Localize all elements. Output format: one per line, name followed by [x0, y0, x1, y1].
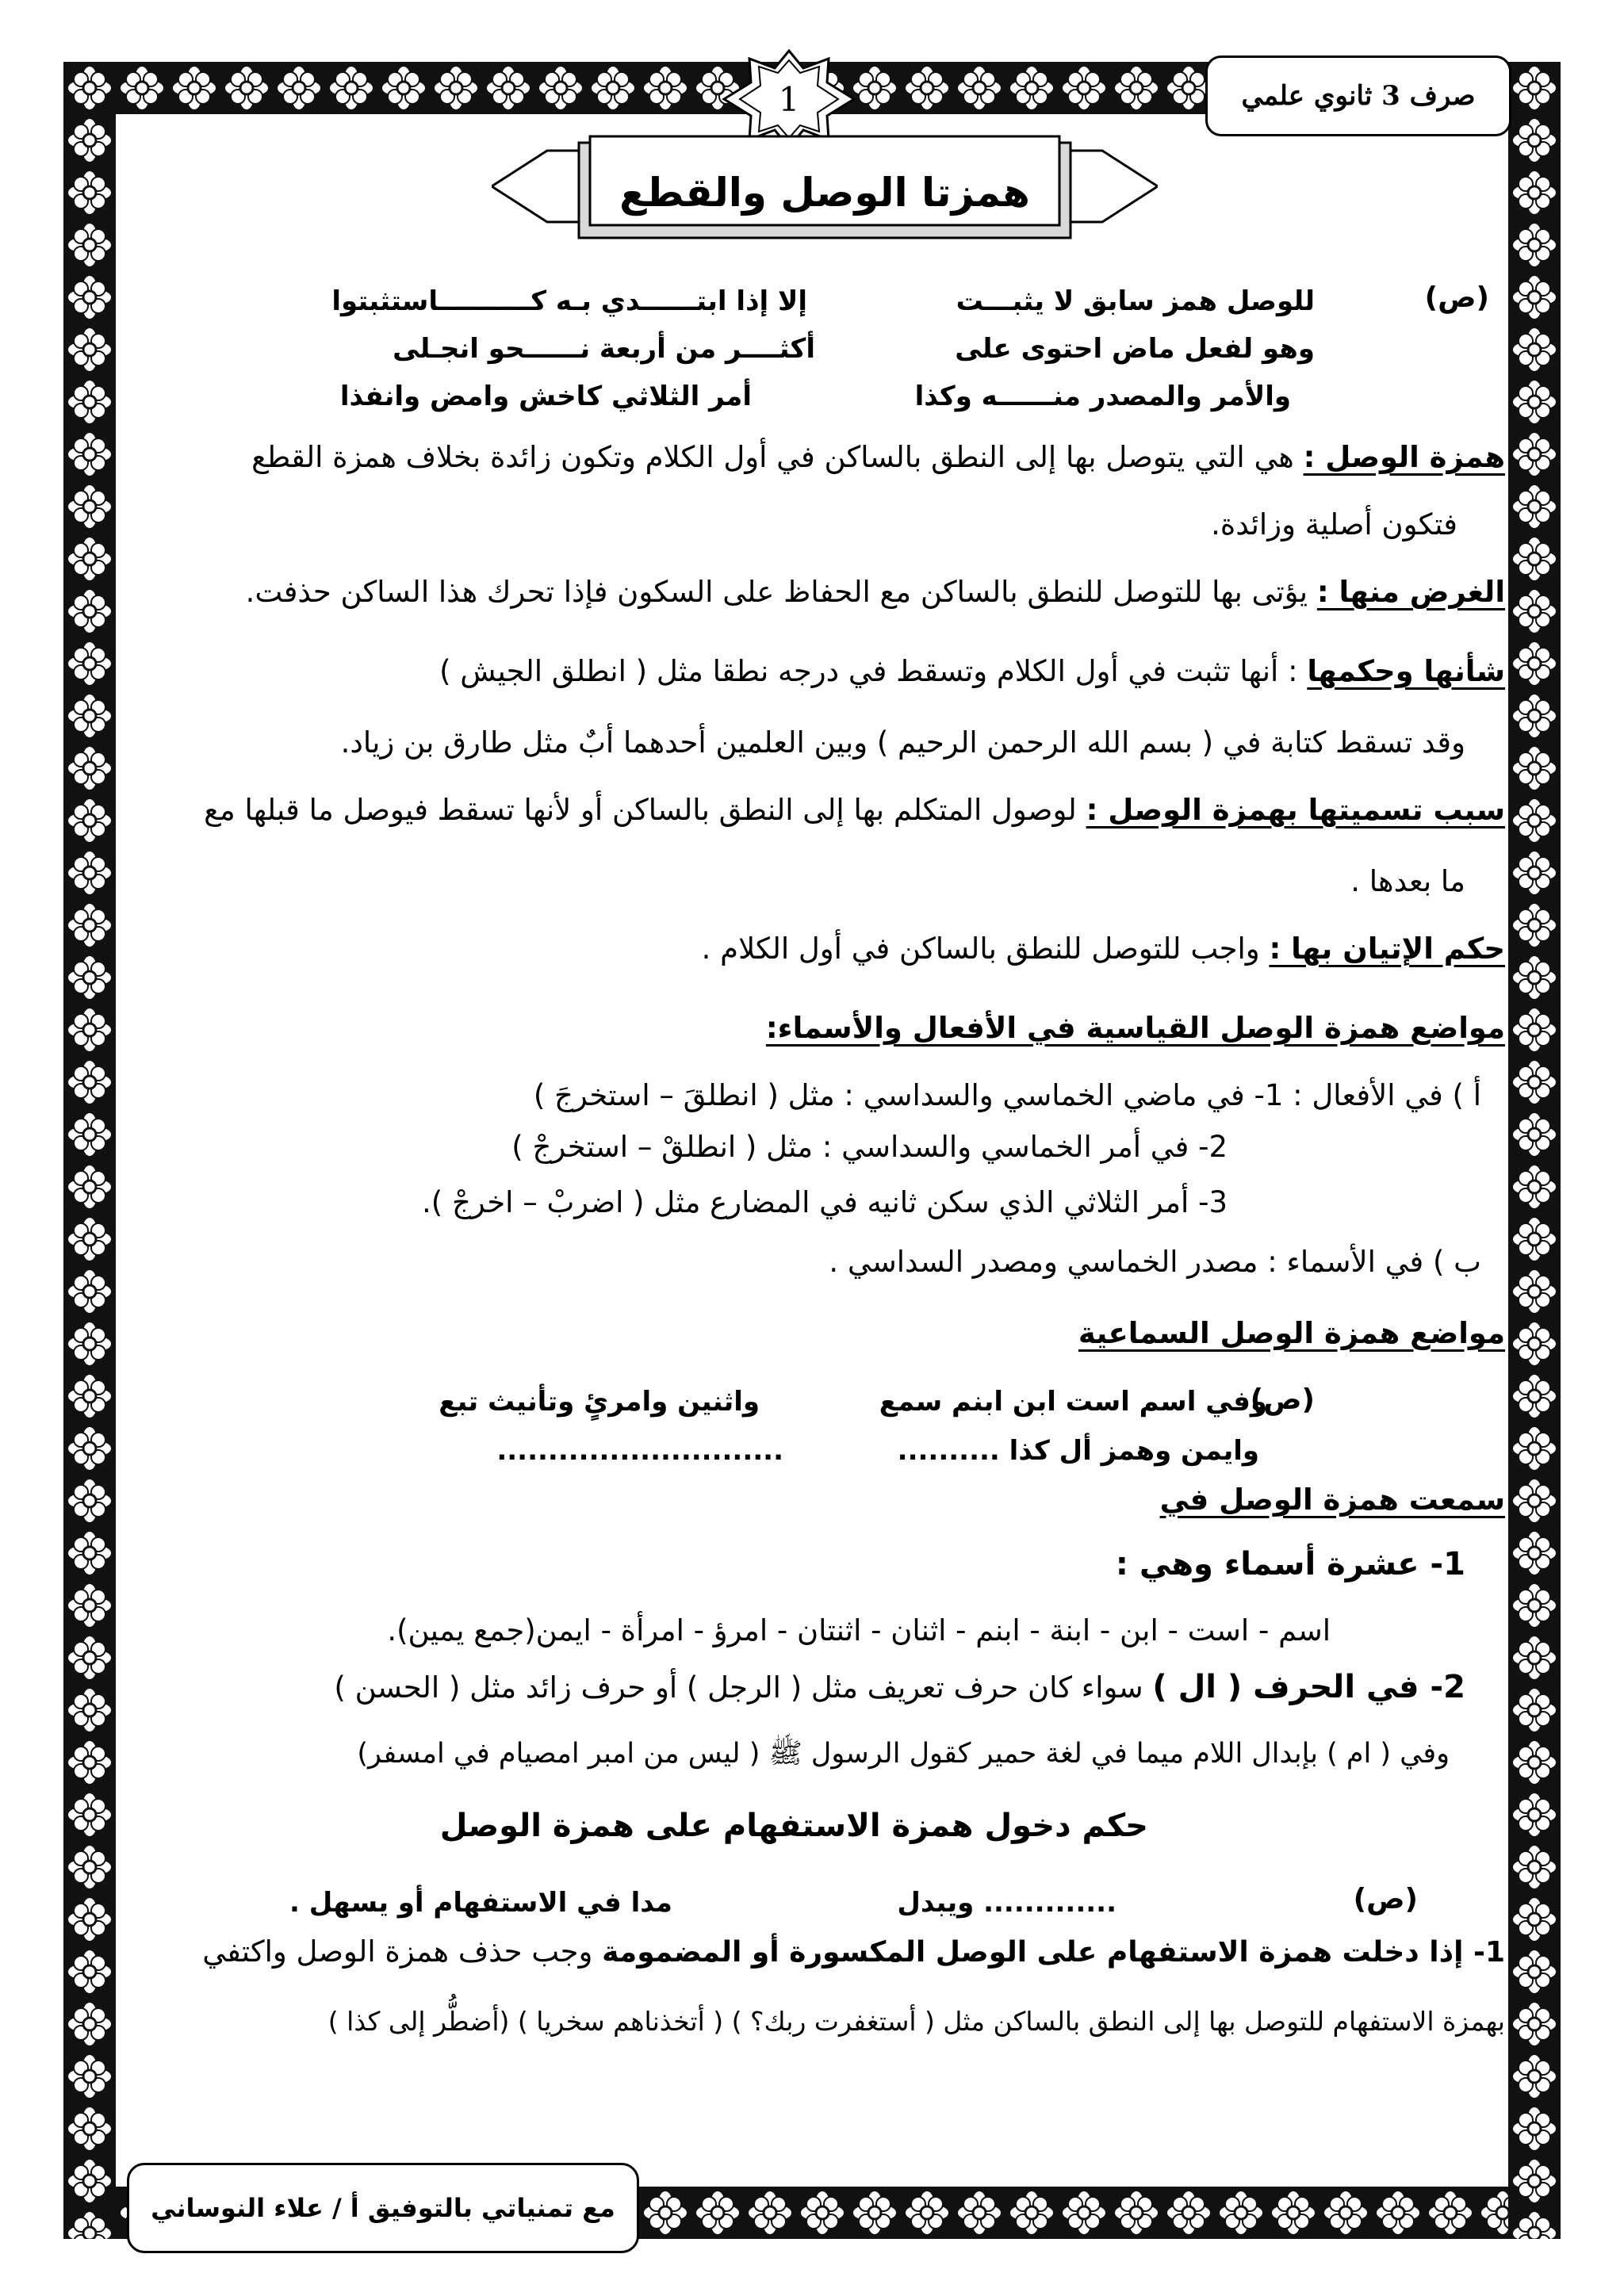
body-text: ما بعدها . — [1350, 864, 1465, 898]
section-heading: همزة الوصل : — [1303, 440, 1505, 474]
rule-line — [202, 1934, 1505, 1969]
naming-line — [204, 793, 1505, 827]
list-label: 2- في الحرف ( ال ) — [1152, 1669, 1465, 1705]
body-text: : أنها تثبت في أول الكلام وتسقط في درجه نطقا مثل ( انطلق الجيش ) — [439, 654, 1298, 688]
page-title: همزتا الوصل والقطع — [619, 169, 1030, 216]
flower-border-right — [1508, 62, 1561, 2239]
necessity-line — [702, 932, 1505, 966]
footer-signature: مع تمنياتي بالتوفيق أ / علاء النوساني — [127, 2163, 639, 2253]
body-text: سواء كان حرف تعريف مثل ( الرجل ) أو حرف زائد مثل ( الحسن ) — [334, 1670, 1143, 1705]
section-heading: مواضع همزة الوصل القياسية في الأفعال والأسماء: — [765, 1011, 1505, 1045]
list-item: 3- أمر الثلاثي الذي سكن ثانيه في المضارع مثل ( اضربْ – اخرجْ ). — [422, 1185, 1228, 1219]
body-text: وفي ( ام ) بإبدال اللام ميما في لغة حمير كقول الرسول ﷺ ( ليس من امبر امصيام في امسفر) — [357, 1738, 1450, 1770]
list-item: أ ) في الأفعال : 1- في ماضي الخماسي والسداسي : مثل ( انطلقَ – استخرجَ ) — [533, 1078, 1481, 1112]
section-heading: سمعت همزة الوصل في — [1159, 1483, 1505, 1517]
page-number: 1 — [778, 79, 800, 119]
poem-line: وفي اسم است ابن ابنم سمع — [879, 1386, 1267, 1418]
list-item: 1- عشرة أسماء وهي : — [1115, 1546, 1465, 1582]
rule-label: 1- إذا دخلت همزة الاستفهام على الوصل المكسورة أو المضمومة — [602, 1936, 1505, 1969]
subject-label: صرف 3 ثانوي علمي — [1205, 55, 1511, 136]
poem-sign: (ص) — [1353, 1883, 1418, 1915]
poem-sign: (ص) — [1250, 1383, 1315, 1416]
body-text: لوصول المتكلم بها إلى النطق بالساكن أو لأنها تسقط فيوصل ما قبلها مع — [204, 793, 1077, 827]
section-heading: الغرض منها : — [1316, 575, 1505, 609]
section-heading: حكم دخول همزة الاستفهام على همزة الوصل — [439, 1808, 1148, 1844]
poem-line: للوصل همز سابق لا يثبـــت — [956, 285, 1315, 317]
body-text: فتكون أصلية وزائدة. — [1211, 507, 1457, 541]
body-text: يؤتى بها للتوصل للنطق بالساكن مع الحفاظ على السكون فإذا تحرك هذا الساكن حذفت. — [245, 575, 1308, 609]
body-text: هي التي يتوصل بها إلى النطق بالساكن في أول الكلام وتكون زائدة بخلاف همزة القطع — [251, 440, 1294, 474]
poem-sign: (ص) — [1424, 281, 1489, 314]
poem-line: مدا في الاستفهام أو يسهل . — [289, 1887, 672, 1919]
section-heading: شأنها وحكمها — [1307, 654, 1505, 688]
list-item: 2- في أمر الخماسي والسداسي : مثل ( انطلقْ – استخرجْ ) — [511, 1130, 1228, 1164]
body-text: وقد تسقط كتابة في ( بسم الله الرحمن الرحيم ) وبين العلمين أحدهما أبٌ مثل طارق بن زياد. — [340, 725, 1465, 760]
ruling-line — [439, 654, 1505, 688]
list-item: ب ) في الأسماء : مصدر الخماسي ومصدر السداسي . — [829, 1245, 1481, 1279]
body-text: بهمزة الاستفهام للتوصل بها إلى النطق بالساكن مثل ( أستغفرت ربك؟ ) ( أتخذناهم سخريا ) (أضطُّر إلى كذا ) — [327, 2006, 1505, 2037]
section-heading: مواضع همزة الوصل السماعية — [1078, 1316, 1505, 1350]
poem-line: أكثــــر من أربعة نــــــحو انجـلى — [393, 333, 815, 365]
poem-line: ............. ويبدل — [897, 1887, 1116, 1919]
list-item — [334, 1669, 1465, 1705]
poem-line: والأمر والمصدر منــــــه وكذا — [914, 381, 1291, 412]
body-text: وجب حذف همزة الوصل واكتفي — [202, 1934, 593, 1969]
poem-line: وايمن وهمز أل كذا .......... — [897, 1435, 1259, 1467]
poem-line: أمر الثلاثي كاخش وامض وانفذا — [339, 381, 752, 412]
definition-line — [251, 440, 1505, 474]
poem-line: إلا إذا ابتــــــدي بـه كــــــــــاستثبتوا — [331, 285, 807, 317]
section-heading: حكم الإتيان بها : — [1269, 932, 1505, 966]
purpose-line — [246, 575, 1505, 609]
poem-line: واثنين وامرئٍ وتأنيث تبع — [439, 1386, 760, 1418]
poem-line: ............................ — [496, 1435, 783, 1467]
body-text: اسم - است - ابن - ابنة - ابنم - اثنان - اثنتان - امرؤ - امرأة - ايمن(جمع يمين). — [387, 1613, 1331, 1647]
poem-line: وهو لفعل ماض احتوى على — [955, 333, 1315, 365]
flower-border-left — [63, 62, 116, 2239]
section-heading: سبب تسميتها بهمزة الوصل : — [1086, 793, 1505, 827]
body-text: واجب للتوصل للنطق بالساكن في أول الكلام . — [701, 932, 1260, 966]
